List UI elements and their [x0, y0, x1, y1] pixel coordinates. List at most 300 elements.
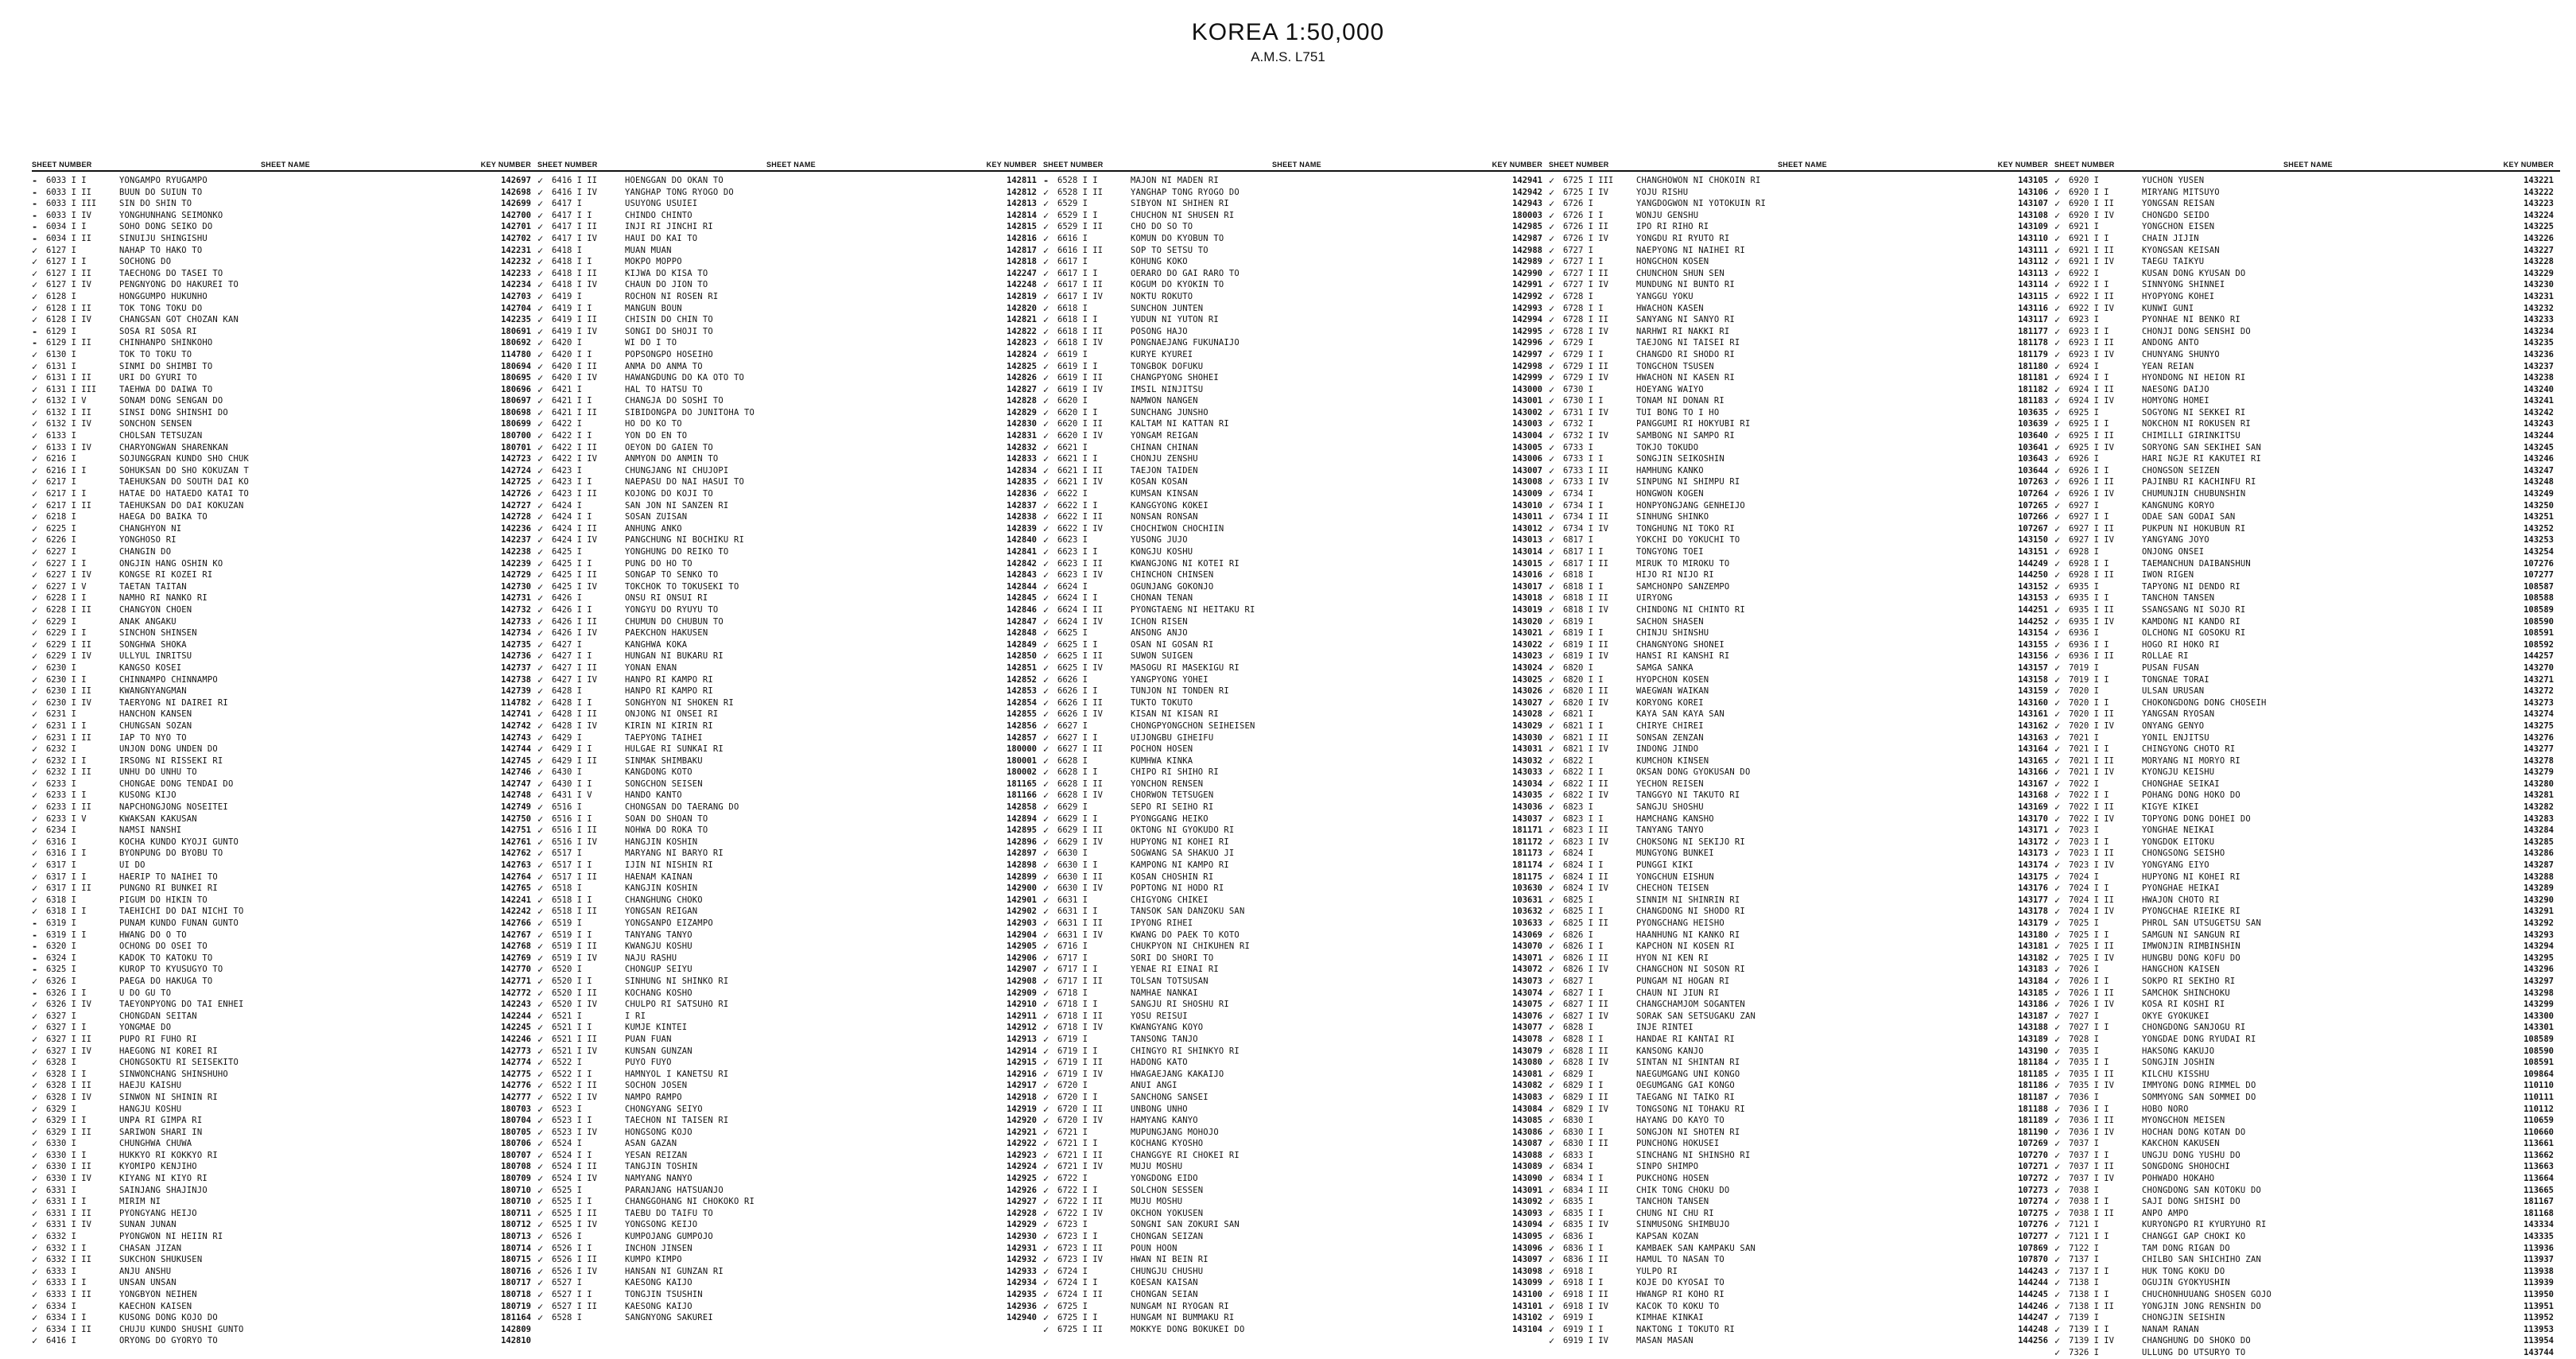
table-row	[1549, 1057, 2054, 1069]
sheet-name: YANGHAP TONG RYOGO DO	[1131, 187, 1240, 197]
sheet-number: 6817 I I	[1563, 547, 1604, 557]
table-row	[32, 779, 537, 790]
table-row	[1549, 906, 2054, 918]
sheet-name: SIBYON NI SHIHEN RI	[1131, 199, 1229, 209]
check-mark: ✓	[1549, 918, 1555, 929]
check-mark: ✓	[32, 674, 38, 685]
table-row	[1043, 256, 1549, 268]
table-row	[2054, 1312, 2560, 1324]
check-mark: ✓	[537, 1184, 544, 1196]
table-row	[537, 825, 1043, 837]
table-row	[1043, 744, 1549, 755]
key-number: 142905	[1007, 942, 1037, 952]
check-mark: ✓	[1043, 894, 1049, 906]
sheet-name: WAEGWAN WAIKAN	[1636, 686, 1709, 697]
key-number: 143295	[2524, 953, 2554, 963]
sheet-name: HOENGGAN DO OKAN TO	[625, 176, 724, 185]
check-mark: ✓	[2054, 244, 2061, 256]
check-mark: ✓	[537, 860, 544, 872]
sheet-name: NAESONG DAIJO	[2142, 384, 2209, 394]
table-row	[1549, 488, 2054, 500]
sheet-number: 6720 I	[1057, 1081, 1088, 1091]
sheet-name: SACHON SHASEN	[1636, 616, 1704, 627]
key-number: 143228	[2524, 257, 2554, 267]
table-row	[2054, 453, 2560, 465]
sheet-name: SUKCHON SHUKUSEN	[119, 1255, 203, 1265]
table-row	[537, 813, 1043, 825]
check-mark: ✓	[537, 441, 544, 453]
key-number: 142730	[501, 581, 531, 592]
key-number: 110660	[2524, 1127, 2554, 1137]
key-number: 143095	[1512, 1232, 1542, 1242]
sheet-number: 6419 I IV	[552, 326, 597, 336]
check-mark: -	[32, 325, 38, 337]
table-row	[2054, 175, 2560, 187]
key-number: 113950	[2524, 1290, 2554, 1299]
table-row	[32, 1022, 537, 1034]
sheet-name: NAMHAE NANKAI	[1131, 988, 1198, 998]
table-row	[2054, 326, 2560, 338]
check-mark: ✓	[1043, 1138, 1049, 1150]
check-mark: ✓	[1549, 755, 1555, 767]
sheet-name: UIJONGBU GIHEIFU	[1131, 732, 1214, 743]
sheet-number: 7138 I II	[2069, 1301, 2114, 1311]
sheet-name: YANGSAN RYOSAN	[2142, 709, 2215, 720]
table-row	[32, 639, 537, 651]
table-row	[32, 1069, 537, 1081]
sheet-number: 6731 I IV	[1563, 407, 1608, 417]
key-number: 142738	[501, 674, 531, 685]
table-row	[32, 1138, 537, 1150]
check-mark: ✓	[1043, 697, 1049, 709]
check-mark: -	[32, 941, 38, 953]
check-mark: ✓	[32, 569, 38, 581]
key-number: 142237	[501, 535, 531, 546]
sheet-name: SANGJU RI SHOSHU RI	[1131, 1000, 1229, 1010]
key-number: 142851	[1007, 662, 1037, 673]
check-mark: ✓	[2054, 802, 2061, 813]
table-row	[32, 326, 537, 338]
key-number: 143277	[2524, 744, 2554, 755]
table-row	[537, 418, 1043, 430]
table-row	[2054, 384, 2560, 396]
sheet-name: CHANGIN DO	[119, 547, 172, 557]
sheet-name: CHO DO SO TO	[1131, 222, 1193, 232]
key-number: 180698	[501, 407, 531, 417]
table-row	[537, 1254, 1043, 1266]
sheet-number: 6425 I	[552, 547, 582, 557]
sheet-number: 6317 I II	[46, 883, 91, 894]
table-row	[1549, 581, 2054, 593]
sheet-name: HANSI RI KANSHI RI	[1636, 651, 1730, 662]
sheet-name: KUMPO KIMPO	[625, 1255, 682, 1265]
table-row	[1549, 825, 2054, 837]
key-number: 180706	[501, 1139, 531, 1149]
key-number: 142926	[1007, 1185, 1037, 1195]
table-row	[537, 314, 1043, 326]
table-row	[32, 883, 537, 895]
table-row	[537, 650, 1043, 662]
key-number: 180710	[501, 1185, 531, 1195]
table-row	[2054, 848, 2560, 860]
check-mark: ✓	[1043, 430, 1049, 442]
sheet-number: 6424 I IV	[552, 535, 597, 546]
check-mark: ✓	[1549, 999, 1555, 1011]
table-row	[32, 941, 537, 953]
sheet-name: YONGMAE DO	[119, 1023, 172, 1033]
key-number-header: KEY NUMBER	[480, 161, 531, 169]
check-mark: ✓	[537, 511, 544, 523]
check-mark: ✓	[32, 1010, 38, 1022]
sheet-number: 6727 I IV	[1563, 280, 1608, 290]
sheet-name: YONGHUNHANG SEIMONKO	[119, 210, 223, 220]
sheet-name: HAMYANG KANYO	[1131, 1116, 1198, 1126]
sheet-name: CHONGPYONGCHON SEIHEISEN	[1131, 720, 1255, 731]
table-row	[1549, 1022, 2054, 1034]
sheet-number: 6821 I	[1563, 709, 1593, 720]
key-number: 143235	[2524, 338, 2554, 348]
table-row	[537, 1185, 1043, 1197]
table-row	[32, 395, 537, 407]
table-row	[1043, 581, 1549, 593]
table-row	[2054, 964, 2560, 976]
check-mark: ✓	[537, 1207, 544, 1219]
sheet-number: 6922 I	[2069, 268, 2099, 278]
table-row	[1043, 546, 1549, 558]
table-row	[1043, 848, 1549, 860]
sheet-number: 7037 I I	[2069, 1150, 2109, 1160]
sheet-number: 6922 I IV	[2069, 303, 2114, 313]
key-number: 142811	[1007, 176, 1037, 185]
sheet-name: OEYON DO GAIEN TO	[625, 442, 713, 452]
table-row	[537, 291, 1043, 303]
key-number: 143301	[2524, 1023, 2554, 1033]
table-row	[32, 1208, 537, 1220]
check-mark: ✓	[1549, 802, 1555, 813]
table-row	[537, 210, 1043, 222]
check-mark: ✓	[32, 580, 38, 592]
key-number: 143281	[2524, 790, 2554, 801]
table-row	[2054, 361, 2560, 373]
table-row	[537, 883, 1043, 895]
sheet-name: TANYANG TANYO	[1636, 825, 1704, 836]
table-row	[537, 407, 1043, 419]
sheet-name: CHUJU KUNDO SHUSHI GUNTO	[119, 1324, 244, 1334]
table-row	[2054, 1208, 2560, 1220]
sheet-name: KURYE KYUREI	[1131, 349, 1193, 359]
sheet-name: TONGJIN TSUSHIN	[625, 1290, 703, 1299]
sheet-name: YANGDOGWON NI YOTOKUIN RI	[1636, 199, 1767, 209]
key-number: 143029	[1512, 720, 1542, 731]
sheet-number: 7038 I II	[2069, 1208, 2114, 1218]
key-number: 143155	[2018, 639, 2048, 650]
sheet-name: SINMAK SHIMBAKU	[625, 755, 703, 766]
check-mark: ✓	[537, 1138, 544, 1150]
key-number: 142895	[1007, 825, 1037, 836]
table-row	[1549, 616, 2054, 628]
sheet-number: 6318 I	[46, 895, 76, 905]
check-mark: ✓	[1043, 1022, 1049, 1034]
check-mark: ✓	[1549, 1300, 1555, 1312]
key-number: 142697	[501, 176, 531, 185]
key-number: 142920	[1007, 1116, 1037, 1126]
sheet-number: 6824 I IV	[1563, 883, 1608, 894]
sheet-name: KOSAN KOSAN	[1131, 477, 1188, 487]
sheet-number: 6333 I II	[46, 1290, 91, 1299]
check-mark: ✓	[32, 1277, 38, 1289]
check-mark: ✓	[1549, 580, 1555, 592]
sheet-name: SAMBONG NI SAMPO RI	[1636, 431, 1735, 441]
table-row	[32, 210, 537, 222]
key-number: 142242	[501, 907, 531, 917]
check-mark: ✓	[32, 639, 38, 650]
key-number: 181188	[2018, 1104, 2048, 1114]
table-row	[1549, 372, 2054, 384]
sheet-name: ONYANG GENYO	[2142, 720, 2205, 731]
sheet-number: 6920 I IV	[2069, 210, 2114, 220]
table-row	[1549, 1231, 2054, 1243]
sheet-name: ULLUNG DO UTSURYO TO	[2142, 1347, 2246, 1357]
sheet-name: CHONGAN SEIZAN	[1131, 1232, 1204, 1242]
check-mark: ✓	[537, 1242, 544, 1254]
sheet-number: 6523 I	[552, 1104, 582, 1114]
sheet-name: CHUCHONHUUANG SHOSEN GOJO	[2142, 1290, 2272, 1299]
check-mark: ✓	[1549, 1091, 1555, 1103]
key-number: 142241	[501, 895, 531, 905]
sheet-name: PAEGA DO HAKUGA TO	[119, 976, 213, 986]
key-number: 103633	[1512, 918, 1542, 928]
sheet-number: 6218 I	[46, 512, 76, 522]
sheet-number: 6416 I	[46, 1336, 76, 1346]
table-row	[1043, 1138, 1549, 1150]
key-number: 143018	[1512, 593, 1542, 604]
table-row	[2054, 650, 2560, 662]
key-number: 142900	[1007, 883, 1037, 894]
key-number: 143189	[2018, 1034, 2048, 1044]
sheet-name: SEPO RI SEIHO RI	[1131, 802, 1214, 813]
sheet-name: SANGNYONG SAKUREI	[625, 1313, 713, 1323]
sheet-number: 6733 I I	[1563, 454, 1604, 464]
sheet-number: 6835 I	[1563, 1197, 1593, 1207]
table-row	[1549, 407, 2054, 419]
sheet-number: 7024 I	[2069, 872, 2099, 882]
key-number: 142239	[501, 558, 531, 569]
sheet-number: 6617 I	[1057, 257, 1088, 267]
sheet-number: 6428 I I	[552, 697, 592, 708]
sheet-name: SIBIDONGPA DO JUNITOHA TO	[625, 407, 755, 417]
key-number: 142896	[1007, 837, 1037, 847]
table-row	[1549, 790, 2054, 802]
sheet-number: 6733 I	[1563, 442, 1593, 452]
key-number: 180696	[501, 384, 531, 394]
sheet-name: CHULPO RI SATSUHO RI	[625, 1000, 729, 1010]
sheet-name: ANMYON DO ANMIN TO	[625, 454, 719, 464]
check-mark: ✓	[2054, 1080, 2061, 1092]
check-mark: ✓	[2054, 1335, 2061, 1347]
sheet-name: SONGJIN SEIKOSHIN	[1636, 454, 1724, 464]
sheet-name: ROCHON NI ROSEN RI	[625, 291, 719, 301]
sheet-name: HANSAN NI GUNZAN RI	[625, 1266, 724, 1276]
key-number: 142773	[501, 1046, 531, 1056]
sheet-name: SONGI DO SHOJI TO	[625, 326, 713, 336]
check-mark: ✓	[2054, 290, 2061, 302]
key-number: 142924	[1007, 1162, 1037, 1172]
sheet-name: KANGNUNG KORYO	[2142, 500, 2215, 511]
key-number: 180700	[501, 431, 531, 441]
sheet-name: SAMCHONPO SANZEMPO	[1636, 581, 1730, 592]
sheet-number: 6918 I II	[1563, 1290, 1608, 1299]
key-number: 108590	[2524, 616, 2554, 627]
check-mark: ✓	[1043, 918, 1049, 929]
check-mark: ✓	[1549, 464, 1555, 476]
table-row	[2054, 511, 2560, 523]
check-mark: ✓	[2054, 1254, 2061, 1266]
key-number: 143113	[2018, 268, 2048, 278]
sheet-name: CHANGDONG NI SHODO RI	[1636, 907, 1745, 917]
sheet-name: OCHONG DO OSEI TO	[119, 942, 208, 952]
check-mark: ✓	[1043, 952, 1049, 964]
table-row	[32, 349, 537, 361]
key-number: 143185	[2018, 988, 2048, 998]
sheet-number: 6233 I V	[46, 813, 87, 824]
sheet-name: CHIMILLI GIRINKITSU	[2142, 431, 2240, 441]
check-mark: ✓	[2054, 488, 2061, 500]
table-row	[1043, 767, 1549, 779]
sheet-number: 6416 I IV	[552, 187, 597, 197]
table-row	[537, 1034, 1043, 1046]
sheet-name: SONGHWA SHOKA	[119, 639, 187, 650]
table-row	[1043, 279, 1549, 291]
check-mark: ✓	[32, 755, 38, 767]
key-number: 143100	[1512, 1290, 1542, 1299]
sheet-name: MAJON NI MADEN RI	[1131, 176, 1219, 185]
key-number: 143022	[1512, 639, 1542, 650]
sheet-name: TAEBU DO TAIFU TO	[625, 1208, 713, 1218]
sheet-name: CHANGSAN GOT CHOZAN KAN	[119, 315, 239, 325]
table-row	[1043, 349, 1549, 361]
sheet-number: 7037 I II	[2069, 1162, 2114, 1172]
key-number: 142933	[1007, 1266, 1037, 1276]
sheet-number: 6720 I I	[1057, 1092, 1098, 1102]
key-number: 142766	[501, 918, 531, 928]
sheet-number: 6330 I	[46, 1139, 76, 1149]
key-number: 142733	[501, 616, 531, 627]
sheet-number: 6621 I	[1057, 442, 1088, 452]
sheet-name: CHANGPYONG SHOHEI	[1131, 373, 1219, 383]
check-mark: ✓	[1043, 244, 1049, 256]
table-row	[1549, 872, 2054, 883]
check-mark: ✓	[2054, 406, 2061, 418]
sheet-number: 6926 I	[2069, 454, 2099, 464]
sheet-name: SSANGSANG NI SOJO RI	[2142, 604, 2246, 615]
sheet-name: SINPO SHIMPO	[1636, 1162, 1699, 1172]
table-row	[1549, 256, 2054, 268]
check-mark: ✓	[1043, 290, 1049, 302]
table-row	[2054, 732, 2560, 744]
sheet-number: 6618 I IV	[1057, 338, 1103, 348]
check-mark: ✓	[32, 244, 38, 256]
key-number: 142927	[1007, 1197, 1037, 1207]
check-mark: ✓	[537, 1022, 544, 1034]
table-row	[537, 674, 1043, 686]
check-mark: ✓	[537, 918, 544, 929]
key-number: 143245	[2524, 442, 2554, 452]
key-number: 142765	[501, 883, 531, 894]
table-row	[32, 442, 537, 454]
key-number: 142831	[1007, 431, 1037, 441]
check-mark: ✓	[537, 186, 544, 198]
sheet-name: HADONG KATO	[1131, 1058, 1188, 1068]
key-number: 143017	[1512, 581, 1542, 592]
table-row	[1043, 825, 1549, 837]
check-mark: ✓	[1549, 522, 1555, 534]
table-row	[2054, 616, 2560, 628]
sheet-number: 6616 I II	[1057, 245, 1103, 255]
key-number: 107277	[2524, 570, 2554, 580]
table-row	[537, 546, 1043, 558]
sheet-name: KWANG DO PAEK TO KOTO	[1131, 930, 1240, 940]
key-number: 144243	[2018, 1266, 2048, 1276]
table-row	[1549, 744, 2054, 755]
sheet-number: 6619 I II	[1057, 373, 1103, 383]
sheet-name: WONJU GENSHU	[1636, 210, 1699, 220]
check-mark: ✓	[537, 952, 544, 964]
key-number: 142940	[1007, 1313, 1037, 1323]
key-number: 180714	[501, 1243, 531, 1253]
table-row	[1043, 616, 1549, 628]
sheet-name: SONGJIN JOSHIN	[2142, 1058, 2215, 1068]
sheet-number: 6229 I II	[46, 639, 91, 650]
table-row	[1043, 1127, 1549, 1139]
sheet-number: 6420 I	[552, 338, 582, 348]
key-number: 142928	[1007, 1208, 1037, 1218]
sheet-name: SUWON SUIGEN	[1131, 651, 1193, 662]
sheet-number: 7037 I IV	[2069, 1174, 2114, 1184]
table-row	[1043, 1266, 1549, 1278]
table-row	[2054, 906, 2560, 918]
sheet-name: TANCHON TANSEN	[2142, 593, 2215, 604]
sheet-name: CHINNAMPO CHINNAMPO	[119, 674, 218, 685]
sheet-number: 6834 I II	[1563, 1185, 1608, 1195]
sheet-name: SOHUKSAN DO SHO KOKUZAN T	[119, 465, 250, 476]
key-number: 103631	[1512, 895, 1542, 905]
key-number: 142942	[1512, 187, 1542, 197]
table-row	[2054, 221, 2560, 233]
check-mark: ✓	[537, 325, 544, 337]
key-number: 143099	[1512, 1278, 1542, 1288]
key-number: 142857	[1007, 732, 1037, 743]
sheet-number: 6720 I II	[1057, 1104, 1103, 1114]
table-row	[537, 1301, 1043, 1313]
sheet-number: 6818 I	[1563, 570, 1593, 580]
table-row	[32, 906, 537, 918]
sheet-number: 6622 I II	[1057, 512, 1103, 522]
sheet-number: 6129 I II	[46, 338, 91, 348]
check-mark: ✓	[32, 279, 38, 291]
key-number: 113952	[2524, 1313, 2554, 1323]
table-row	[32, 1092, 537, 1104]
key-number: 143238	[2524, 373, 2554, 383]
key-number: 142923	[1007, 1150, 1037, 1160]
table-row	[537, 860, 1043, 872]
key-number: 143007	[1512, 465, 1542, 476]
sheet-number: 6232 I I	[46, 755, 87, 766]
sheet-name: HAERIP TO NAIHEI TO	[119, 872, 218, 882]
sheet-number: 6622 I IV	[1057, 523, 1103, 534]
check-mark: ✓	[1043, 1161, 1049, 1173]
sheet-name: KUNSAN GUNZAN	[625, 1046, 692, 1056]
sheet-number: 6528 I II	[1057, 187, 1103, 197]
